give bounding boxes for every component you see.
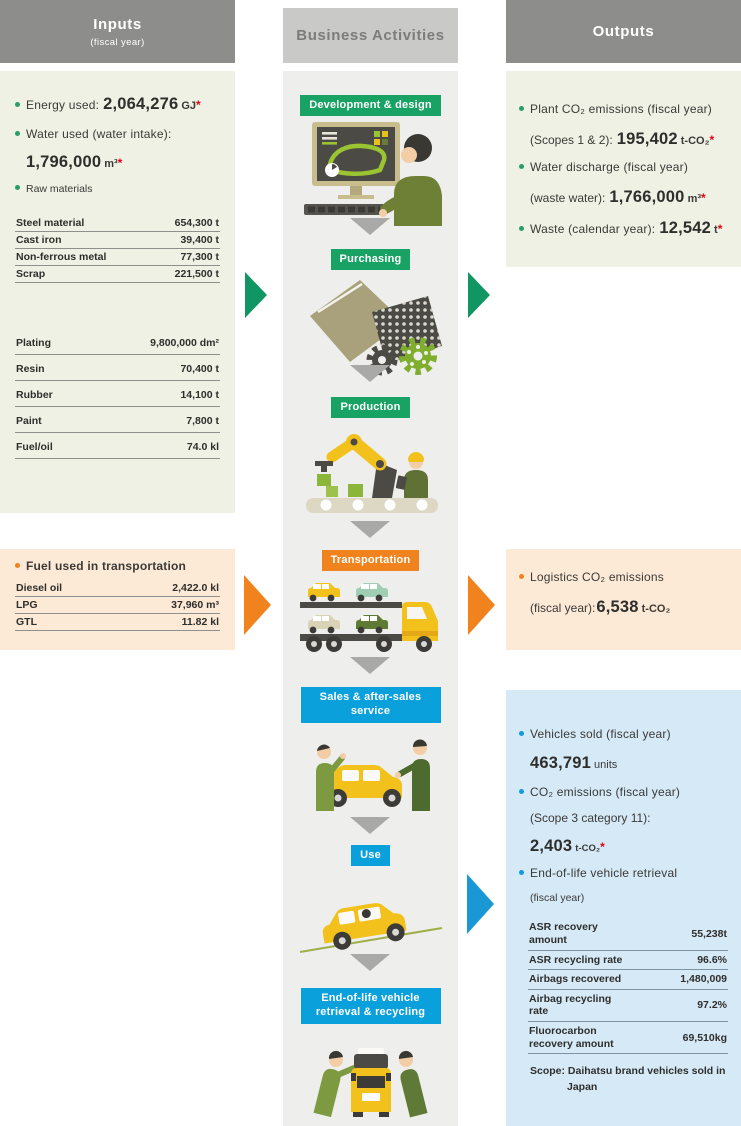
plant-outputs-panel bbox=[506, 71, 741, 267]
table-row bbox=[15, 249, 220, 266]
orange-bullet-icon bbox=[519, 574, 524, 579]
vehicles-sold-value-line bbox=[530, 754, 728, 772]
row-label: Rubber bbox=[16, 388, 53, 401]
transport-outputs-arrow-icon bbox=[468, 575, 495, 635]
down-arrow-icon bbox=[350, 954, 390, 971]
fuel-used-title-line bbox=[15, 560, 220, 574]
water-asterisk: * bbox=[117, 155, 123, 170]
outputs-title: Outputs bbox=[592, 23, 655, 40]
logistics-co2-value: 6,538 bbox=[596, 597, 639, 616]
row-value: 69,510kg bbox=[682, 1031, 727, 1044]
row-value: 2,422.0 kl bbox=[172, 581, 219, 594]
water-used-value: 1,796,000 bbox=[26, 152, 102, 171]
activity-label-sales-service: Sales & after-sales service bbox=[283, 687, 458, 723]
raw-materials-label: Raw materials bbox=[26, 182, 93, 195]
transport-inputs-arrow-icon bbox=[244, 575, 271, 635]
row-label: Paint bbox=[16, 414, 42, 427]
energy-asterisk: * bbox=[196, 98, 201, 112]
outputs-flow-arrow-icon bbox=[468, 272, 490, 318]
energy-used-unit: GJ bbox=[181, 100, 197, 112]
row-label: Scrap bbox=[16, 267, 46, 280]
table-row bbox=[528, 970, 728, 990]
retrieval-sub-line bbox=[530, 893, 728, 905]
vehicles-sold-unit: units bbox=[594, 758, 618, 771]
plant-co2-prefix: (Scopes 1 & 2): bbox=[530, 132, 613, 147]
business-activities-header bbox=[283, 8, 458, 63]
table-row bbox=[15, 407, 220, 433]
table-row bbox=[528, 990, 728, 1022]
green-bullet-icon bbox=[519, 226, 524, 231]
table-row bbox=[528, 951, 728, 971]
row-label: Airbag recycling rate bbox=[529, 992, 612, 1018]
row-label: GTL bbox=[16, 615, 37, 628]
row-value: 77,300 t bbox=[180, 250, 219, 263]
table-row bbox=[15, 266, 220, 283]
table-row bbox=[15, 614, 220, 631]
row-value: 55,238t bbox=[691, 928, 727, 940]
activity-label-recycling: End-of-life vehicle retrieval & recycling bbox=[283, 988, 458, 1024]
logistics-co2-prefix: (fiscal year): bbox=[530, 600, 596, 615]
co2-emissions-label: CO₂ emissions (fiscal year) bbox=[530, 784, 681, 799]
table-row bbox=[15, 597, 220, 614]
energy-used-line bbox=[15, 95, 220, 114]
table-row bbox=[15, 433, 220, 459]
water-discharge-label: Water discharge (fiscal year) bbox=[530, 159, 689, 174]
row-value: 70,400 t bbox=[180, 362, 219, 375]
retrieval-line bbox=[519, 867, 728, 881]
green-bullet-icon bbox=[15, 131, 20, 136]
vehicles-sold-label: Vehicles sold (fiscal year) bbox=[530, 727, 671, 741]
materials-table bbox=[15, 329, 220, 459]
plant-co2-asterisk: * bbox=[709, 132, 715, 147]
row-label: Diesel oil bbox=[16, 581, 63, 594]
down-arrow-icon bbox=[350, 521, 390, 538]
table-row bbox=[15, 232, 220, 249]
co2-unit: t-CO₂ bbox=[575, 842, 601, 854]
down-arrow-icon bbox=[350, 817, 390, 834]
activity-label-purchasing: Purchasing bbox=[283, 249, 458, 270]
water-used-line bbox=[15, 128, 220, 142]
table-row bbox=[15, 381, 220, 407]
activity-label-use: Use bbox=[283, 845, 458, 866]
logistics-outputs-panel bbox=[506, 549, 741, 650]
row-label: Cast iron bbox=[16, 233, 62, 246]
waste-unit: t bbox=[714, 223, 718, 236]
water-discharge-asterisk: * bbox=[701, 190, 706, 205]
row-value: 7,800 t bbox=[186, 414, 219, 427]
retrieval-label: End-of-life vehicle retrieval bbox=[530, 866, 678, 881]
waste-line bbox=[519, 219, 728, 238]
plant-co2-label: Plant CO₂ emissions (fiscal year) bbox=[530, 102, 712, 116]
row-value: 1,480,009 bbox=[680, 973, 727, 986]
dealer-customer-illustration bbox=[283, 726, 458, 816]
blue-bullet-icon bbox=[519, 789, 524, 794]
table-row bbox=[528, 1022, 728, 1054]
row-label: Resin bbox=[16, 362, 45, 375]
blue-bullet-icon bbox=[519, 870, 524, 875]
logistics-co2-unit: t-CO₂ bbox=[641, 602, 671, 615]
outputs-header bbox=[506, 0, 741, 63]
row-label: Non-ferrous metal bbox=[16, 250, 107, 263]
water-discharge-unit: m³ bbox=[687, 192, 702, 205]
row-label: Fluorocarbon recovery amount bbox=[529, 1024, 614, 1050]
row-label: ASR recycling rate bbox=[529, 953, 623, 966]
row-value: 39,400 t bbox=[180, 233, 219, 246]
table-row bbox=[15, 215, 220, 232]
vehicle-recycling-illustration bbox=[283, 1026, 458, 1118]
green-bullet-icon bbox=[519, 106, 524, 111]
plant-co2-line bbox=[519, 103, 728, 117]
vehicles-sold-value: 463,791 bbox=[530, 753, 592, 772]
row-value: 14,100 t bbox=[180, 388, 219, 401]
row-value: 96.6% bbox=[697, 953, 727, 966]
waste-value: 12,542 bbox=[659, 218, 712, 237]
co2-value: 2,403 bbox=[530, 836, 573, 855]
table-row bbox=[528, 918, 728, 950]
business-activities-title: Business Activities bbox=[296, 27, 445, 44]
transport-fuel-panel bbox=[0, 549, 235, 650]
co2-scope-label: (Scope 3 category 11): bbox=[530, 810, 651, 825]
energy-used-value: 2,064,276 bbox=[103, 95, 179, 113]
table-row bbox=[15, 329, 220, 355]
scope-note: Scope: Daihatsu brand vehicles sold in Japan bbox=[530, 1065, 726, 1093]
vehicle-outputs-panel bbox=[506, 690, 741, 1126]
activity-label-production: Production bbox=[283, 397, 458, 418]
materials-gears-illustration bbox=[283, 272, 458, 376]
row-label: Steel material bbox=[16, 216, 85, 229]
plant-co2-value: 195,402 bbox=[616, 129, 678, 148]
logistics-co2-label: Logistics CO₂ emissions bbox=[530, 570, 664, 584]
row-label: Fuel/oil bbox=[16, 440, 53, 453]
plant-co2-unit: t-CO₂ bbox=[680, 134, 710, 147]
co2-emissions-line bbox=[519, 786, 728, 800]
inputs-header bbox=[0, 0, 235, 63]
row-value: 9,800,000 dm² bbox=[150, 336, 219, 349]
water-discharge-prefix: (waste water): bbox=[530, 190, 606, 205]
waste-label: Waste (calendar year): bbox=[530, 221, 656, 236]
water-discharge-line bbox=[519, 161, 728, 175]
water-used-value-line bbox=[26, 153, 220, 171]
water-used-label: Water used (water intake): bbox=[26, 126, 172, 141]
down-arrow-icon bbox=[350, 218, 390, 235]
row-value: 37,960 m³ bbox=[171, 598, 219, 611]
waste-asterisk: * bbox=[717, 221, 723, 236]
logistics-co2-line bbox=[519, 571, 728, 585]
row-label: LPG bbox=[16, 598, 38, 611]
energy-used-label: Energy used: bbox=[26, 98, 100, 112]
recycling-outputs-arrow-icon bbox=[467, 874, 494, 934]
table-row bbox=[15, 355, 220, 381]
green-bullet-icon bbox=[519, 164, 524, 169]
orange-bullet-icon bbox=[15, 563, 20, 568]
row-label: ASR recovery amount bbox=[529, 921, 598, 946]
inputs-flow-arrow-icon bbox=[245, 272, 267, 318]
water-used-unit: m³ bbox=[104, 157, 118, 170]
inputs-panel bbox=[0, 71, 235, 513]
row-value: 11.82 kl bbox=[181, 615, 219, 628]
water-discharge-value: 1,766,000 bbox=[609, 187, 685, 206]
co2-scope-line bbox=[530, 812, 728, 825]
down-arrow-icon bbox=[350, 365, 390, 382]
row-label: Plating bbox=[16, 336, 52, 349]
inputs-subtitle: (fiscal year) bbox=[90, 36, 145, 48]
down-arrow-icon bbox=[350, 657, 390, 674]
blue-bullet-icon bbox=[519, 731, 524, 736]
activity-label-development-design: Development & design bbox=[283, 95, 458, 116]
robot-assembly-illustration bbox=[283, 424, 458, 516]
fuel-table bbox=[15, 580, 220, 631]
retrieval-table bbox=[519, 918, 728, 1095]
table-row bbox=[15, 580, 220, 597]
logistics-co2-value-line bbox=[530, 598, 728, 616]
plant-co2-value-line bbox=[530, 130, 728, 148]
row-value: 74.0 kl bbox=[186, 440, 219, 453]
row-value: 221,500 t bbox=[174, 267, 219, 280]
raw-materials-line bbox=[15, 183, 220, 195]
green-bullet-icon bbox=[15, 102, 20, 107]
co2-value-line bbox=[530, 837, 728, 855]
inputs-title: Inputs bbox=[93, 15, 142, 33]
vehicles-sold-line bbox=[519, 728, 728, 742]
activity-label-transportation: Transportation bbox=[283, 550, 458, 571]
car-carrier-truck-illustration bbox=[283, 574, 458, 658]
green-bullet-icon bbox=[15, 185, 20, 190]
row-label: Airbags recovered bbox=[529, 973, 622, 986]
co2-asterisk: * bbox=[600, 839, 605, 854]
row-value: 97.2% bbox=[697, 999, 727, 1012]
metals-table bbox=[15, 215, 220, 283]
fuel-used-title: Fuel used in transportation bbox=[26, 559, 187, 573]
row-value: 654,300 t bbox=[174, 216, 219, 229]
retrieval-sub-label: (fiscal year) bbox=[530, 891, 585, 904]
water-discharge-value-line bbox=[530, 188, 728, 206]
cad-design-illustration bbox=[283, 118, 458, 226]
driving-car-illustration bbox=[283, 872, 458, 958]
